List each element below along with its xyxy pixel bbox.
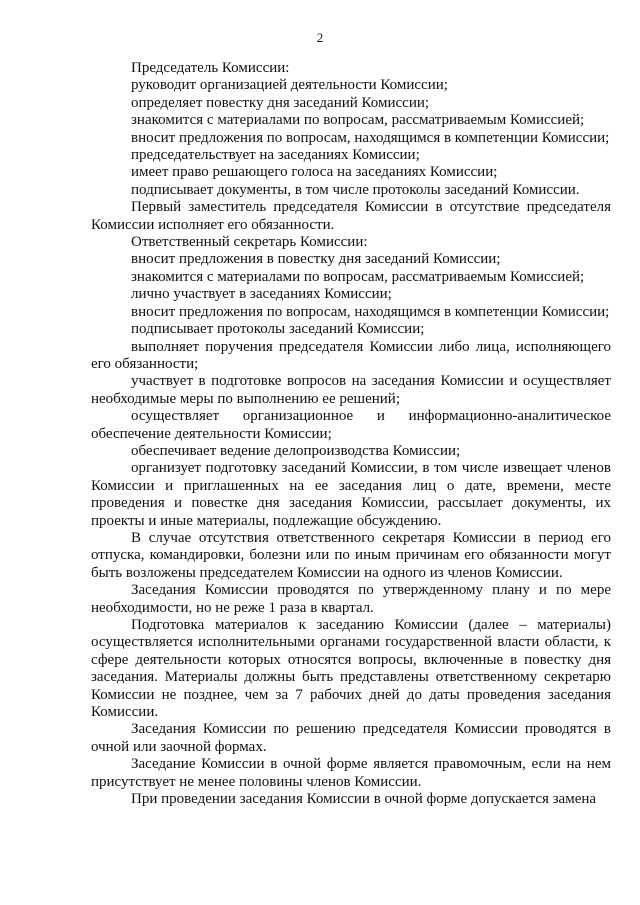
paragraph: осуществляет организационное и информационно-аналитическое обеспечение деятельности Комиссии; — [91, 408, 611, 442]
paragraph: Первый заместитель председателя Комиссии в отсутствие председателя Комиссии исполняет его обязанности. — [91, 199, 611, 233]
page-number: 2 — [316, 30, 324, 45]
paragraph: Заседания Комиссии по решению председателя Комиссии проводятся в очной или заочной формах. — [91, 721, 611, 755]
paragraph: участвует в подготовке вопросов на заседания Комиссии и осуществляет необходимые меры по выполнению ее решений; — [91, 373, 611, 407]
paragraph: вносит предложения по вопросам, находящимся в компетенции Комиссии; — [131, 303, 610, 320]
paragraph: руководит организацией деятельности Комиссии; — [131, 77, 448, 94]
paragraph: лично участвует в заседаниях Комиссии; — [131, 286, 392, 303]
paragraph: подписывает документы, в том числе протоколы заседаний Комиссии. — [131, 181, 580, 198]
paragraph: Заседание Комиссии в очной форме является правомочным, если на нем присутствует не менее половины членов Комиссии. — [91, 756, 611, 790]
paragraph: обеспечивает ведение делопроизводства Комиссии; — [131, 442, 461, 459]
paragraph: вносит предложения в повестку дня заседаний Комиссии; — [131, 251, 501, 268]
paragraph: организует подготовку заседаний Комиссии, в том числе извещает членов Комиссии и приглашенных на ее заседания лиц о дате, времени, месте проведения и повестке дня заседания Комиссии, рассылает документы, их проекты и иные материалы, подлежащие обсуждению. — [91, 460, 611, 529]
paragraph: имеет право решающего голоса на заседаниях Комиссии; — [131, 164, 498, 181]
paragraph: определяет повестку дня заседаний Комиссии; — [131, 94, 430, 111]
paragraph: знакомится с материалами по вопросам, рассматриваемым Комиссией; — [131, 112, 585, 129]
paragraph: вносит предложения по вопросам, находящимся в компетенции Комиссии; — [131, 129, 610, 146]
paragraph: Заседания Комиссии проводятся по утвержденному плану и по мере необходимости, но не реже 1 раза в квартал. — [91, 582, 611, 616]
paragraph: Ответственный секретарь Комиссии: — [131, 234, 368, 251]
paragraph: знакомится с материалами по вопросам, рассматриваемым Комиссией; — [131, 268, 585, 285]
paragraph: подписывает протоколы заседаний Комиссии; — [131, 321, 425, 338]
paragraph: выполняет поручения председателя Комиссии либо лица, исполняющего его обязанности; — [91, 338, 611, 372]
paragraph: председательствует на заседаниях Комиссии; — [131, 147, 420, 164]
paragraph: При проведении заседания Комиссии в очной форме допускается замена — [131, 791, 597, 808]
paragraph: В случае отсутствия ответственного секретаря Комиссии в период его отпуска, командировки, болезни или по иным причинам его обязанности могут быть возложены председателем Комиссии на одного из членов Комиссии. — [91, 529, 611, 581]
document-body — [91, 60, 611, 808]
paragraph: Председатель Комиссии: — [131, 60, 290, 76]
paragraph: Подготовка материалов к заседанию Комиссии (далее – материалы) осуществляется исполнительными органами государственной власти области, к сфере деятельности которых относятся вопросы, включенные в повестку дня заседания. Материалы должны быть представлены ответственному секретарю Комиссии не позднее, чем за 7 рабочих дней до даты проведения заседания Комиссии. — [91, 617, 611, 721]
